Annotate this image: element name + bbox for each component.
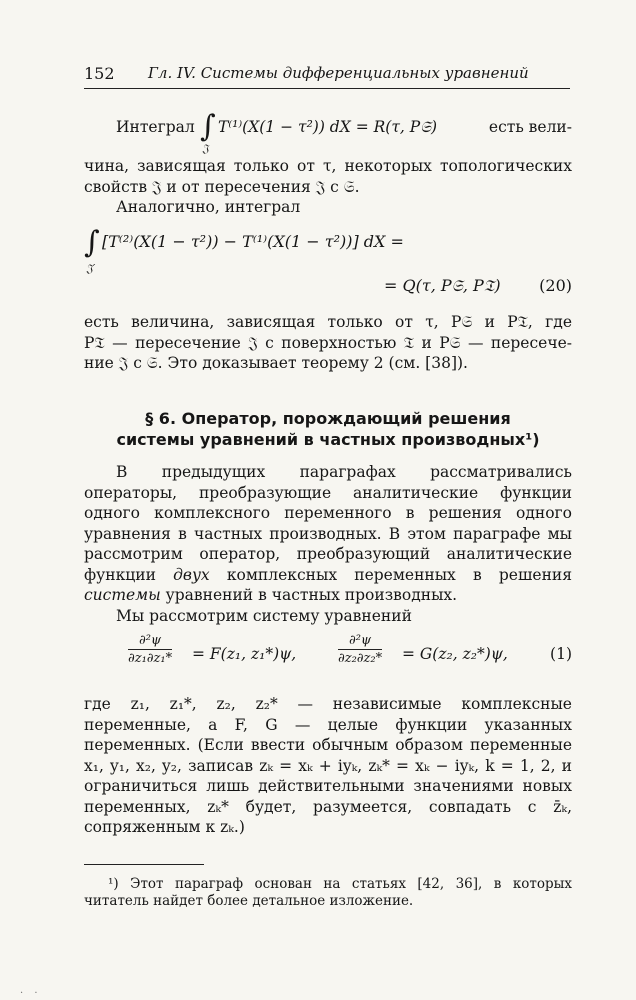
system-number: (1) [550,645,572,663]
equation-2-rhs: = G(z₂, z₂*)ψ, [402,645,508,663]
paragraph-1 [84,462,572,626]
formula-20-rhs: = Q(τ, P𝔖, P𝔗) [384,276,501,295]
integral-domain: 𝔍 [202,142,209,155]
paragraph-2 [84,694,572,838]
section-heading-line-1: § 6. Оператор, порождающий решения [145,409,511,428]
intro-line-3: свойств 𝔍 и от пересечения 𝔍 с 𝔖. [84,177,360,196]
page-header [84,64,572,88]
paragraph-1-emph-system: системы [84,586,161,604]
paragraph-1-text [84,462,572,606]
after-formula-20 [84,312,572,374]
header-rule [84,88,570,89]
integral-tail: есть вели- [488,118,572,136]
system-intro: Мы рассмотрим систему уравнений [116,606,412,625]
fraction-2-numerator: ∂²ψ [338,633,382,650]
intro-continuation [84,156,572,218]
fraction-1-denominator: ∂z₁∂z₁* [128,651,173,666]
scan-specks: · · [20,988,42,999]
running-title: Гл. IV. Системы дифференциальных уравнений [148,64,529,82]
footnote-rule [84,864,204,865]
paragraph-1-part-c: уравнений в частных производных. [160,586,458,604]
integral-sign-2: ∫ [84,225,100,260]
integral-lead: Интеграл [116,118,195,136]
formula-20 [84,226,572,306]
section-heading-line-2: системы уравнений в частных производных¹) [116,430,540,449]
paragraph-1-part-b: комплексных переменных в решения [209,565,573,584]
section-heading [84,408,572,450]
after20-line-1: есть величина, зависящая только от τ, P𝔖 и P𝔗, где [84,313,572,331]
fraction-2-denominator: ∂z₂∂z₂* [338,651,383,666]
after20-line-2: P𝔗 — пересечение 𝔍 с поверхностью 𝔗 и P𝔖 — пересече- [84,333,572,352]
intro-line-2: чина, зависящая только от τ, некоторых топологических [84,157,572,175]
equation-1-rhs: = F(z₁, z₁*)ψ, [192,645,297,663]
paragraph-2-text: где z₁, z₁*, z₂, z₂* — независимые комплексные переменные, а F, G — целые функции указанных переменных. (Если ввести обычным образом переменные x₁, y₁, x₂, y₂, записав zₖ = xₖ + iyₖ, zₖ* = xₖ − iyₖ, k = 1, 2, и ограничиться лишь действительными значениями новых переменных, zₖ* будет, разумеется, совпадать с z̄ₖ, сопряженным к zₖ.) [84,695,572,836]
integral-sign: ∫ [200,109,216,144]
formula-20-number: (20) [539,276,572,295]
footnote-text: ¹) Этот параграф основан на статьях [42, 36], в которых читатель найдет более детальное изложение. [84,876,572,909]
paragraph-1-part-a: В предыдущих параграфах рассматривались операторы, преобразующие аналитические функции одного комплексного переменного в решения одного уравнения в частных производных. В этом параграфе мы рассмотрим оператор, преобразующий аналитические функции [84,463,572,584]
paragraph-1-emph-two: двух [173,565,210,584]
fraction-1-numerator: ∂²ψ [128,633,172,650]
footnote [84,876,572,910]
equation-system-1 [84,633,572,679]
integral-line-1 [84,109,572,158]
formula-20-lhs: [T⁽²⁾(X(1 − τ²)) − T⁽¹⁾(X(1 − τ²))] dX = [102,232,404,251]
after20-line-3: ние 𝔍 с 𝔖. Это доказывает теорему 2 (см. [38]). [84,354,468,372]
page-number: 152 [84,64,115,83]
integral-domain-2: 𝔍′ [86,262,96,275]
integral-expression: T⁽¹⁾(X(1 − τ²)) dX = R(τ, P𝔖) [218,118,438,136]
fraction-2 [338,633,382,666]
fraction-1 [128,633,172,666]
analog-text: Аналогично, интеграл [116,198,301,216]
